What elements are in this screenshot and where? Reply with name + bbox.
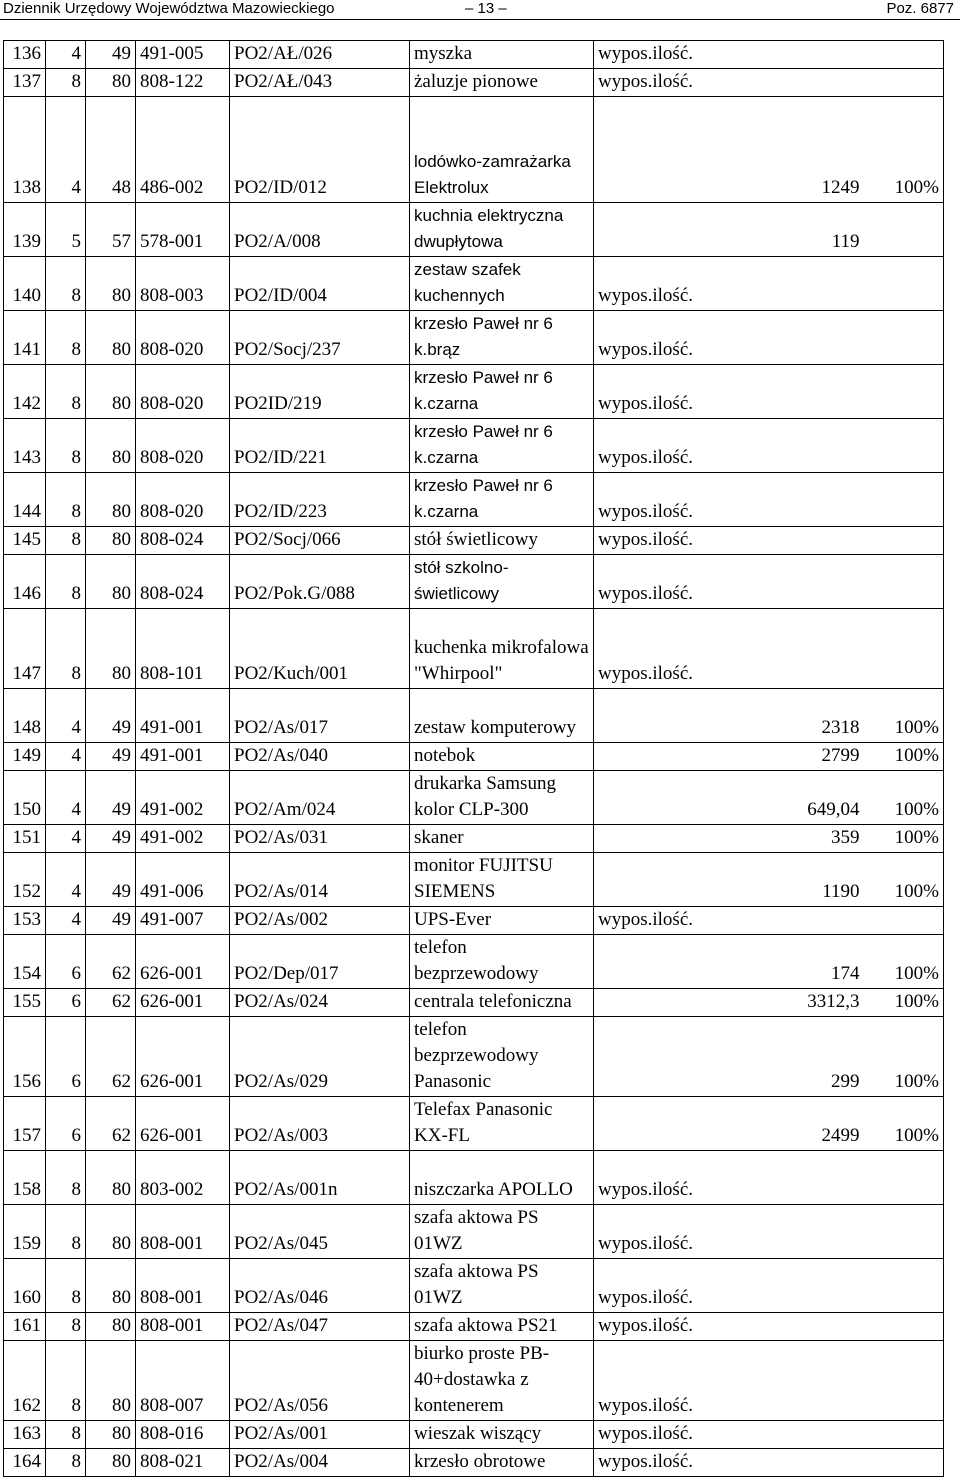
cell-item-name: stół świetlicowy	[410, 527, 594, 555]
cell-subgroup: 62	[86, 1017, 136, 1097]
cell-code: 808-001	[136, 1313, 230, 1341]
cell-value	[706, 555, 864, 609]
cell-item-name: krzesło obrotowe	[410, 1449, 594, 1477]
cell-subgroup: 80	[86, 257, 136, 311]
cell-note: wypos.ilość.	[594, 1341, 706, 1421]
cell-group: 4	[46, 97, 86, 203]
header-divider	[0, 19, 960, 20]
cell-note	[594, 853, 706, 907]
cell-note: wypos.ilość.	[594, 311, 706, 365]
table-row	[4, 257, 944, 311]
cell-percent: 100%	[864, 97, 944, 203]
cell-code: 808-122	[136, 69, 230, 97]
cell-inventory-number: PO2/ID/012	[230, 97, 410, 203]
cell-group: 8	[46, 1259, 86, 1313]
cell-subgroup: 49	[86, 743, 136, 771]
cell-lp: 139	[4, 203, 46, 257]
cell-item-name: drukarka Samsung kolor CLP-300	[410, 771, 594, 825]
cell-value	[706, 1313, 864, 1341]
cell-item-name: skaner	[410, 825, 594, 853]
cell-value: 119	[706, 203, 864, 257]
cell-value	[706, 365, 864, 419]
cell-lp: 146	[4, 555, 46, 609]
cell-code: 808-020	[136, 473, 230, 527]
cell-lp: 142	[4, 365, 46, 419]
cell-value: 649,04	[706, 771, 864, 825]
cell-subgroup: 80	[86, 1313, 136, 1341]
cell-group: 6	[46, 935, 86, 989]
cell-lp: 138	[4, 97, 46, 203]
page-number: – 13 –	[465, 0, 507, 17]
cell-percent: 100%	[864, 989, 944, 1017]
cell-value	[706, 907, 864, 935]
cell-inventory-number: PO2/As/031	[230, 825, 410, 853]
table-row	[4, 473, 944, 527]
cell-note: wypos.ilość.	[594, 1313, 706, 1341]
table-row	[4, 555, 944, 609]
cell-inventory-number: PO2/As/017	[230, 689, 410, 743]
cell-code: 626-001	[136, 1097, 230, 1151]
cell-lp: 161	[4, 1313, 46, 1341]
cell-note	[594, 203, 706, 257]
cell-lp: 136	[4, 41, 46, 69]
table-row	[4, 853, 944, 907]
cell-group: 8	[46, 1341, 86, 1421]
cell-percent: 100%	[864, 743, 944, 771]
cell-subgroup: 80	[86, 1259, 136, 1313]
position-number: Poz. 6877	[886, 0, 954, 17]
cell-lp: 153	[4, 907, 46, 935]
cell-subgroup: 62	[86, 935, 136, 989]
cell-inventory-number: PO2/AŁ/026	[230, 41, 410, 69]
inventory-table	[3, 40, 944, 1477]
cell-subgroup: 48	[86, 97, 136, 203]
cell-group: 8	[46, 311, 86, 365]
cell-subgroup: 80	[86, 609, 136, 689]
cell-code: 808-024	[136, 527, 230, 555]
cell-value	[706, 1449, 864, 1477]
cell-item-name: krzesło Paweł nr 6 k.czarna	[410, 473, 594, 527]
cell-value	[706, 1151, 864, 1205]
cell-subgroup: 49	[86, 825, 136, 853]
cell-code: 808-021	[136, 1449, 230, 1477]
cell-note	[594, 1097, 706, 1151]
cell-percent: 100%	[864, 1017, 944, 1097]
cell-note	[594, 1017, 706, 1097]
cell-code: 808-016	[136, 1421, 230, 1449]
cell-inventory-number: PO2/As/004	[230, 1449, 410, 1477]
cell-inventory-number: PO2/Am/024	[230, 771, 410, 825]
cell-percent	[864, 257, 944, 311]
cell-note	[594, 743, 706, 771]
cell-note: wypos.ilość.	[594, 1205, 706, 1259]
cell-code: 808-101	[136, 609, 230, 689]
cell-note: wypos.ilość.	[594, 257, 706, 311]
cell-lp: 145	[4, 527, 46, 555]
cell-item-name: monitor FUJITSU SIEMENS	[410, 853, 594, 907]
cell-value	[706, 1421, 864, 1449]
cell-item-name: szafa aktowa PS 01WZ	[410, 1259, 594, 1313]
cell-percent	[864, 41, 944, 69]
cell-inventory-number: PO2/ID/004	[230, 257, 410, 311]
cell-group: 8	[46, 419, 86, 473]
cell-subgroup: 80	[86, 365, 136, 419]
cell-group: 8	[46, 1313, 86, 1341]
cell-group: 4	[46, 771, 86, 825]
cell-value	[706, 1341, 864, 1421]
cell-group: 8	[46, 1449, 86, 1477]
cell-subgroup: 49	[86, 853, 136, 907]
cell-item-name: zestaw szafek kuchennych	[410, 257, 594, 311]
cell-inventory-number: PO2/As/046	[230, 1259, 410, 1313]
cell-note: wypos.ilość.	[594, 1151, 706, 1205]
cell-value	[706, 1259, 864, 1313]
cell-value	[706, 527, 864, 555]
cell-code: 491-002	[136, 825, 230, 853]
page-header	[0, 0, 960, 20]
cell-note: wypos.ilość.	[594, 1421, 706, 1449]
cell-group: 4	[46, 743, 86, 771]
cell-lp: 147	[4, 609, 46, 689]
cell-item-name: telefon bezprzewodowy	[410, 935, 594, 989]
cell-note	[594, 989, 706, 1017]
table-row	[4, 1259, 944, 1313]
cell-code: 808-020	[136, 419, 230, 473]
cell-inventory-number: PO2/AŁ/043	[230, 69, 410, 97]
inventory-rows	[4, 41, 944, 1477]
cell-subgroup: 80	[86, 1341, 136, 1421]
cell-subgroup: 62	[86, 1097, 136, 1151]
cell-code: 486-002	[136, 97, 230, 203]
table-row	[4, 97, 944, 203]
cell-note: wypos.ilość.	[594, 419, 706, 473]
cell-subgroup: 49	[86, 771, 136, 825]
cell-group: 4	[46, 689, 86, 743]
cell-lp: 154	[4, 935, 46, 989]
cell-note: wypos.ilość.	[594, 41, 706, 69]
cell-percent	[864, 1313, 944, 1341]
cell-group: 8	[46, 609, 86, 689]
publication-title: Dziennik Urzędowy Województwa Mazowieckiego	[3, 0, 335, 17]
cell-lp: 159	[4, 1205, 46, 1259]
table-row	[4, 365, 944, 419]
cell-item-name: krzesło Paweł nr 6 k.czarna	[410, 365, 594, 419]
cell-value	[706, 609, 864, 689]
cell-value	[706, 473, 864, 527]
cell-item-name: kuchenka mikrofalowa "Whirpool"	[410, 609, 594, 689]
table-row	[4, 41, 944, 69]
table-row	[4, 1097, 944, 1151]
table-row	[4, 825, 944, 853]
cell-group: 8	[46, 365, 86, 419]
cell-code: 491-005	[136, 41, 230, 69]
cell-inventory-number: PO2/Dep/017	[230, 935, 410, 989]
cell-subgroup: 80	[86, 1421, 136, 1449]
cell-item-name: notebok	[410, 743, 594, 771]
cell-lp: 144	[4, 473, 46, 527]
cell-subgroup: 80	[86, 1151, 136, 1205]
cell-item-name: wieszak wiszący	[410, 1421, 594, 1449]
table-row	[4, 743, 944, 771]
table-row	[4, 203, 944, 257]
cell-percent: 100%	[864, 935, 944, 989]
cell-percent	[864, 1259, 944, 1313]
cell-group: 8	[46, 1421, 86, 1449]
cell-inventory-number: PO2/As/056	[230, 1341, 410, 1421]
table-row	[4, 1421, 944, 1449]
cell-code: 491-007	[136, 907, 230, 935]
table-row	[4, 989, 944, 1017]
cell-percent: 100%	[864, 853, 944, 907]
cell-percent	[864, 555, 944, 609]
cell-subgroup: 80	[86, 311, 136, 365]
cell-code: 491-002	[136, 771, 230, 825]
cell-note: wypos.ilość.	[594, 907, 706, 935]
cell-lp: 156	[4, 1017, 46, 1097]
cell-percent	[864, 1421, 944, 1449]
cell-value: 3312,3	[706, 989, 864, 1017]
table-row	[4, 1341, 944, 1421]
cell-lp: 152	[4, 853, 46, 907]
cell-value	[706, 1205, 864, 1259]
cell-inventory-number: PO2ID/219	[230, 365, 410, 419]
cell-item-name: niszczarka APOLLO	[410, 1151, 594, 1205]
cell-note	[594, 825, 706, 853]
cell-subgroup: 80	[86, 473, 136, 527]
cell-group: 8	[46, 473, 86, 527]
cell-inventory-number: PO2/Socj/066	[230, 527, 410, 555]
cell-subgroup: 57	[86, 203, 136, 257]
cell-group: 6	[46, 1097, 86, 1151]
cell-code: 808-001	[136, 1205, 230, 1259]
cell-inventory-number: PO2/As/040	[230, 743, 410, 771]
cell-lp: 141	[4, 311, 46, 365]
cell-note: wypos.ilość.	[594, 69, 706, 97]
cell-group: 8	[46, 257, 86, 311]
cell-code: 808-020	[136, 365, 230, 419]
cell-percent: 100%	[864, 1097, 944, 1151]
cell-group: 8	[46, 527, 86, 555]
cell-inventory-number: PO2/A/008	[230, 203, 410, 257]
cell-subgroup: 49	[86, 689, 136, 743]
cell-item-name: myszka	[410, 41, 594, 69]
cell-value: 1190	[706, 853, 864, 907]
cell-percent	[864, 1449, 944, 1477]
cell-lp: 150	[4, 771, 46, 825]
cell-group: 6	[46, 989, 86, 1017]
table-row	[4, 527, 944, 555]
cell-inventory-number: PO2/As/045	[230, 1205, 410, 1259]
cell-lp: 143	[4, 419, 46, 473]
cell-subgroup: 80	[86, 1205, 136, 1259]
cell-percent	[864, 1341, 944, 1421]
cell-group: 5	[46, 203, 86, 257]
cell-subgroup: 49	[86, 907, 136, 935]
cell-percent	[864, 527, 944, 555]
cell-value	[706, 69, 864, 97]
cell-group: 8	[46, 69, 86, 97]
cell-subgroup: 80	[86, 419, 136, 473]
cell-inventory-number: PO2/ID/223	[230, 473, 410, 527]
cell-group: 4	[46, 41, 86, 69]
cell-group: 4	[46, 825, 86, 853]
cell-value: 2499	[706, 1097, 864, 1151]
cell-code: 626-001	[136, 935, 230, 989]
cell-item-name: biurko proste PB-40+dostawka z kontenerem	[410, 1341, 594, 1421]
cell-inventory-number: PO2/As/014	[230, 853, 410, 907]
cell-percent	[864, 419, 944, 473]
cell-code: 491-001	[136, 689, 230, 743]
table-row	[4, 935, 944, 989]
cell-note	[594, 689, 706, 743]
cell-code: 808-001	[136, 1259, 230, 1313]
cell-code: 491-006	[136, 853, 230, 907]
cell-value: 174	[706, 935, 864, 989]
cell-note: wypos.ilość.	[594, 527, 706, 555]
cell-group: 8	[46, 555, 86, 609]
cell-code: 626-001	[136, 989, 230, 1017]
cell-note: wypos.ilość.	[594, 1449, 706, 1477]
cell-percent	[864, 203, 944, 257]
cell-inventory-number: PO2/As/002	[230, 907, 410, 935]
cell-group: 4	[46, 907, 86, 935]
cell-inventory-number: PO2/ID/221	[230, 419, 410, 473]
table-row	[4, 907, 944, 935]
cell-inventory-number: PO2/Pok.G/088	[230, 555, 410, 609]
cell-percent: 100%	[864, 771, 944, 825]
table-row	[4, 689, 944, 743]
cell-inventory-number: PO2/As/001n	[230, 1151, 410, 1205]
cell-subgroup: 80	[86, 555, 136, 609]
cell-note: wypos.ilość.	[594, 1259, 706, 1313]
cell-item-name: lodówko-zamrażarka Elektrolux	[410, 97, 594, 203]
cell-group: 4	[46, 853, 86, 907]
table-row	[4, 1151, 944, 1205]
table-row	[4, 419, 944, 473]
cell-note	[594, 771, 706, 825]
cell-note	[594, 935, 706, 989]
cell-inventory-number: PO2/Kuch/001	[230, 609, 410, 689]
cell-percent	[864, 1151, 944, 1205]
cell-code: 808-007	[136, 1341, 230, 1421]
cell-item-name: krzesło Paweł nr 6 k.brąz	[410, 311, 594, 365]
cell-lp: 140	[4, 257, 46, 311]
cell-group: 8	[46, 1205, 86, 1259]
cell-percent: 100%	[864, 825, 944, 853]
cell-value: 2799	[706, 743, 864, 771]
cell-subgroup: 80	[86, 527, 136, 555]
cell-lp: 158	[4, 1151, 46, 1205]
cell-code: 803-002	[136, 1151, 230, 1205]
cell-percent	[864, 69, 944, 97]
cell-lp: 164	[4, 1449, 46, 1477]
cell-percent	[864, 365, 944, 419]
cell-note	[594, 97, 706, 203]
cell-item-name: szafa aktowa PS 01WZ	[410, 1205, 594, 1259]
table-row	[4, 69, 944, 97]
cell-note: wypos.ilość.	[594, 365, 706, 419]
cell-group: 6	[46, 1017, 86, 1097]
cell-percent	[864, 609, 944, 689]
table-row	[4, 1313, 944, 1341]
table-row	[4, 1449, 944, 1477]
cell-value	[706, 419, 864, 473]
cell-item-name: UPS-Ever	[410, 907, 594, 935]
cell-subgroup: 49	[86, 41, 136, 69]
cell-code: 808-024	[136, 555, 230, 609]
cell-inventory-number: PO2/Socj/237	[230, 311, 410, 365]
table-row	[4, 1205, 944, 1259]
cell-value: 359	[706, 825, 864, 853]
cell-code: 808-003	[136, 257, 230, 311]
cell-value	[706, 257, 864, 311]
cell-code: 578-001	[136, 203, 230, 257]
table-row	[4, 1017, 944, 1097]
cell-inventory-number: PO2/As/001	[230, 1421, 410, 1449]
cell-percent	[864, 311, 944, 365]
table-row	[4, 609, 944, 689]
cell-inventory-number: PO2/As/003	[230, 1097, 410, 1151]
table-row	[4, 771, 944, 825]
cell-value: 1249	[706, 97, 864, 203]
cell-code: 491-001	[136, 743, 230, 771]
cell-subgroup: 62	[86, 989, 136, 1017]
cell-lp: 148	[4, 689, 46, 743]
cell-lp: 149	[4, 743, 46, 771]
cell-lp: 155	[4, 989, 46, 1017]
cell-item-name: Telefax Panasonic KX-FL	[410, 1097, 594, 1151]
cell-note: wypos.ilość.	[594, 609, 706, 689]
cell-lp: 157	[4, 1097, 46, 1151]
cell-percent	[864, 473, 944, 527]
cell-subgroup: 80	[86, 1449, 136, 1477]
cell-value	[706, 41, 864, 69]
cell-item-name: centrala telefoniczna	[410, 989, 594, 1017]
cell-inventory-number: PO2/As/024	[230, 989, 410, 1017]
cell-item-name: żaluzje pionowe	[410, 69, 594, 97]
cell-inventory-number: PO2/As/047	[230, 1313, 410, 1341]
cell-value	[706, 311, 864, 365]
cell-inventory-number: PO2/As/029	[230, 1017, 410, 1097]
cell-code: 808-020	[136, 311, 230, 365]
cell-item-name: telefon bezprzewodowy Panasonic	[410, 1017, 594, 1097]
cell-percent	[864, 1205, 944, 1259]
cell-lp: 163	[4, 1421, 46, 1449]
cell-note: wypos.ilość.	[594, 473, 706, 527]
cell-code: 626-001	[136, 1017, 230, 1097]
cell-percent: 100%	[864, 689, 944, 743]
cell-item-name: krzesło Paweł nr 6 k.czarna	[410, 419, 594, 473]
cell-lp: 162	[4, 1341, 46, 1421]
cell-item-name: zestaw komputerowy	[410, 689, 594, 743]
cell-group: 8	[46, 1151, 86, 1205]
table-row	[4, 311, 944, 365]
cell-lp: 160	[4, 1259, 46, 1313]
cell-note: wypos.ilość.	[594, 555, 706, 609]
cell-lp: 137	[4, 69, 46, 97]
cell-lp: 151	[4, 825, 46, 853]
cell-item-name: szafa aktowa PS21	[410, 1313, 594, 1341]
cell-subgroup: 80	[86, 69, 136, 97]
cell-item-name: kuchnia elektryczna dwupłytowa	[410, 203, 594, 257]
cell-value: 2318	[706, 689, 864, 743]
cell-value: 299	[706, 1017, 864, 1097]
cell-item-name: stół szkolno-świetlicowy	[410, 555, 594, 609]
cell-percent	[864, 907, 944, 935]
